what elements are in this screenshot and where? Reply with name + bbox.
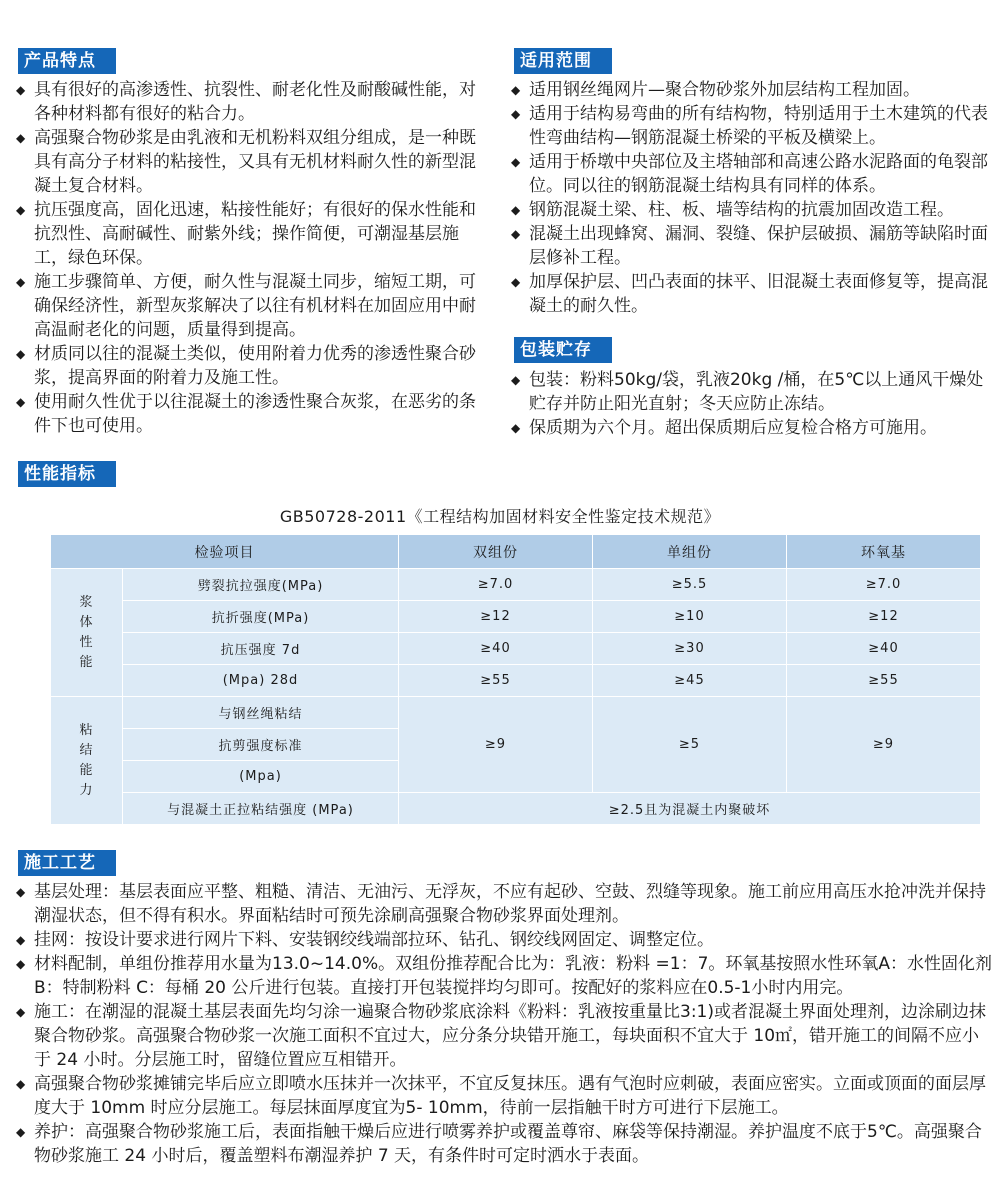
row-item: 与混凝土正拉粘结强度 (MPa) [123,793,399,825]
section-title-performance: 性能指标 [18,461,116,487]
section-title-features: 产品特点 [18,48,116,74]
performance-table [50,534,981,825]
section-title-scope: 适用范围 [514,48,612,74]
diamond-bullet-icon: ◆ [16,131,26,145]
diamond-bullet-icon: ◆ [16,275,26,289]
cell-value: ≥12 [399,601,593,633]
table-row [51,601,981,633]
header-dual: 双组份 [399,535,593,569]
diamond-bullet-icon: ◆ [511,421,521,435]
group-label-slurry: 浆 体 性 能 [51,569,123,697]
packaging-list [509,368,993,440]
header-item: 检验项目 [51,535,399,569]
table-row [51,633,981,665]
diamond-bullet-icon: ◆ [511,227,521,241]
diamond-bullet-icon: ◆ [16,395,26,409]
row-item: 抗压强度 7d [123,633,399,665]
cell-value: ≥30 [593,633,787,665]
diamond-bullet-icon: ◆ [16,83,26,97]
cell-value: ≥7.0 [787,569,981,601]
table-row [51,569,981,601]
diamond-bullet-icon: ◆ [16,347,26,361]
cell-value: ≥2.5且为混凝土内聚破坏 [399,793,981,825]
diamond-bullet-icon: ◆ [16,1077,26,1091]
list-item: ◆ 加厚保护层、凹凸表面的抹平、旧混凝土表面修复等，提高混凝土的耐久性。 [511,272,988,316]
group-label-bond: 粘 结 能 力 [51,697,123,825]
cell-value: ≥5.5 [593,569,787,601]
cell-value: ≥9 [399,697,593,793]
cell-value: ≥45 [593,665,787,697]
diamond-bullet-icon: ◆ [511,275,521,289]
section-title-construction: 施工工艺 [18,850,116,876]
diamond-bullet-icon: ◆ [511,155,521,169]
list-item: ◆ 高强聚合物砂浆是由乳液和无机粉料双组分组成，是一种既具有高分子材料的粘接性，又具有无机材料耐久性的新型混凝土复合材料。 [16,128,476,196]
table-row [51,793,981,825]
list-item: ◆ 养护：高强聚合物砂浆施工后，表面指触干燥后应进行喷雾养护或覆盖尊帘、麻袋等保持潮湿。养护温度不底于5℃。高强聚合物砂浆施工 24 小时后，覆盖塑料布潮湿养护 7 天，有条件时可定时洒水于表面。 [16,1122,982,1166]
diamond-bullet-icon: ◆ [511,107,521,121]
cell-value: ≥40 [787,633,981,665]
list-item: ◆ 抗压强度高，固化迅速，粘接性能好；有很好的保水性能和抗烈性、高耐碱性、耐紫外线；操作简便，可潮湿基层施工，绿色环保。 [16,200,476,268]
list-item: ◆ 适用钢丝绳网片—聚合物砂浆外加层结构工程加固。 [511,80,920,100]
row-item: 抗折强度(MPa) [123,601,399,633]
diamond-bullet-icon: ◆ [16,885,26,899]
header-single: 单组份 [593,535,787,569]
diamond-bullet-icon: ◆ [16,957,26,971]
diamond-bullet-icon: ◆ [16,1125,26,1139]
cell-value: ≥9 [787,697,981,793]
list-item: ◆ 高强聚合物砂浆摊铺完毕后应立即喷水压抹并一次抹平，不宜反复抹压。遇有气泡时应刺破，表面应密实。立面或顶面的面层厚度大于 10mm 时应分层施工。每层抹面厚度宜为5- 10mm，待前一层指触干时方可进行下层施工。 [16,1074,986,1118]
cell-value: ≥55 [787,665,981,697]
table-row [51,665,981,697]
cell-value: ≥55 [399,665,593,697]
list-item: ◆ 适用于桥墩中央部位及主塔轴部和高速公路水泥路面的龟裂部位。同以往的钢筋混凝土结构具有同样的体系。 [511,152,988,196]
table-row [51,697,981,729]
list-item: ◆ 材质同以往的混凝土类似，使用附着力优秀的渗透性聚合砂浆，提高界面的附着力及施工性。 [16,344,476,388]
list-item: ◆ 保质期为六个月。超出保质期后应复检合格方可施用。 [511,418,937,438]
list-item: ◆ 挂网：按设计要求进行网片下料、安装钢绞线端部拉环、钻孔、钢绞线网固定、调整定位。 [16,930,714,950]
list-item: ◆ 具有很好的高渗透性、抗裂性、耐老化性及耐酸碱性能，对各种材料都有很好的粘合力。 [16,80,476,124]
diamond-bullet-icon: ◆ [511,203,521,217]
row-item: (Mpa) 28d [123,665,399,697]
list-item: ◆ 包装：粉料50kg/袋，乳液20kg /桶，在5℃以上通风干燥处贮存并防止阳光直射；冬天应防止冻结。 [511,370,984,414]
cell-value: ≥10 [593,601,787,633]
list-item: ◆ 施工：在潮湿的混凝土基层表面先均匀涂一遍聚合物砂浆底涂料《粉料：乳液按重量比3:1)或者混凝土界面处理剂，边涂刷边抹聚合物砂浆。高强聚合物砂浆一次施工面积不宜过大，应分条分块错开施工，每块面积不宜大于 10㎡，错开施工的间隔不应小于 24 小时。分层施工时，留缝位置应互相错开。 [16,1002,986,1070]
cell-value: ≥7.0 [399,569,593,601]
row-item: 劈裂抗拉强度(MPa) [123,569,399,601]
list-item: ◆ 使用耐久性优于以往混凝土的渗透性聚合灰浆，在恶劣的条件下也可使用。 [16,392,476,436]
standard-title: GB50728-2011《工程结构加固材料安全性鉴定技术规范》 [279,507,721,526]
section-title-packaging: 包装贮存 [514,337,612,363]
header-epoxy: 环氧基 [787,535,981,569]
table-header-row [51,535,981,569]
list-item: ◆ 材料配制，单组份推荐用水量为13.0~14.0%。双组份推荐配合比为：乳液：粉料 =1：7。环氧基按照水性环氧A：水性固化剂 B：特制粉料 C：每桶 20 公斤进行包装。直接打开包装搅拌均匀即可。按配好的浆料应在0.5-1小时内用完。 [16,954,993,998]
row-item: (Mpa) [123,761,399,793]
row-item: 与钢丝绳粘结 [123,697,399,729]
cell-value: ≥12 [787,601,981,633]
scope-list [509,78,993,318]
cell-value: ≥5 [593,697,787,793]
list-item: ◆ 混凝土出现蜂窝、漏洞、裂缝、保护层破损、漏筋等缺陷时面层修补工程。 [511,224,988,268]
cell-value: ≥40 [399,633,593,665]
diamond-bullet-icon: ◆ [16,203,26,217]
diamond-bullet-icon: ◆ [511,83,521,97]
diamond-bullet-icon: ◆ [511,373,521,387]
list-item: ◆ 施工步骤简单、方便，耐久性与混凝土同步，缩短工期，可确保经济性，新型灰浆解决了以往有机材料在加固应用中耐高温耐老化的问题，质量得到提高。 [16,272,476,340]
list-item: ◆ 钢筋混凝土梁、柱、板、墙等结构的抗震加固改造工程。 [511,200,954,220]
list-item: ◆ 适用于结构易弯曲的所有结构物，特别适用于土木建筑的代表性弯曲结构—钢筋混凝土桥梁的平板及横梁上。 [511,104,988,148]
construction-list [14,880,994,1168]
diamond-bullet-icon: ◆ [16,1005,26,1019]
list-item: ◆ 基层处理：基层表面应平整、粗糙、清洁、无油污、无浮灰，不应有起砂、空鼓、烈缝等现象。施工前应用高压水抢冲洗并保持潮湿状态，但不得有积水。界面粘结时可预先涂刷高强聚合物砂浆界面处理剂。 [16,882,986,926]
features-list [14,78,480,438]
row-item: 抗剪强度标准 [123,729,399,761]
diamond-bullet-icon: ◆ [16,933,26,947]
